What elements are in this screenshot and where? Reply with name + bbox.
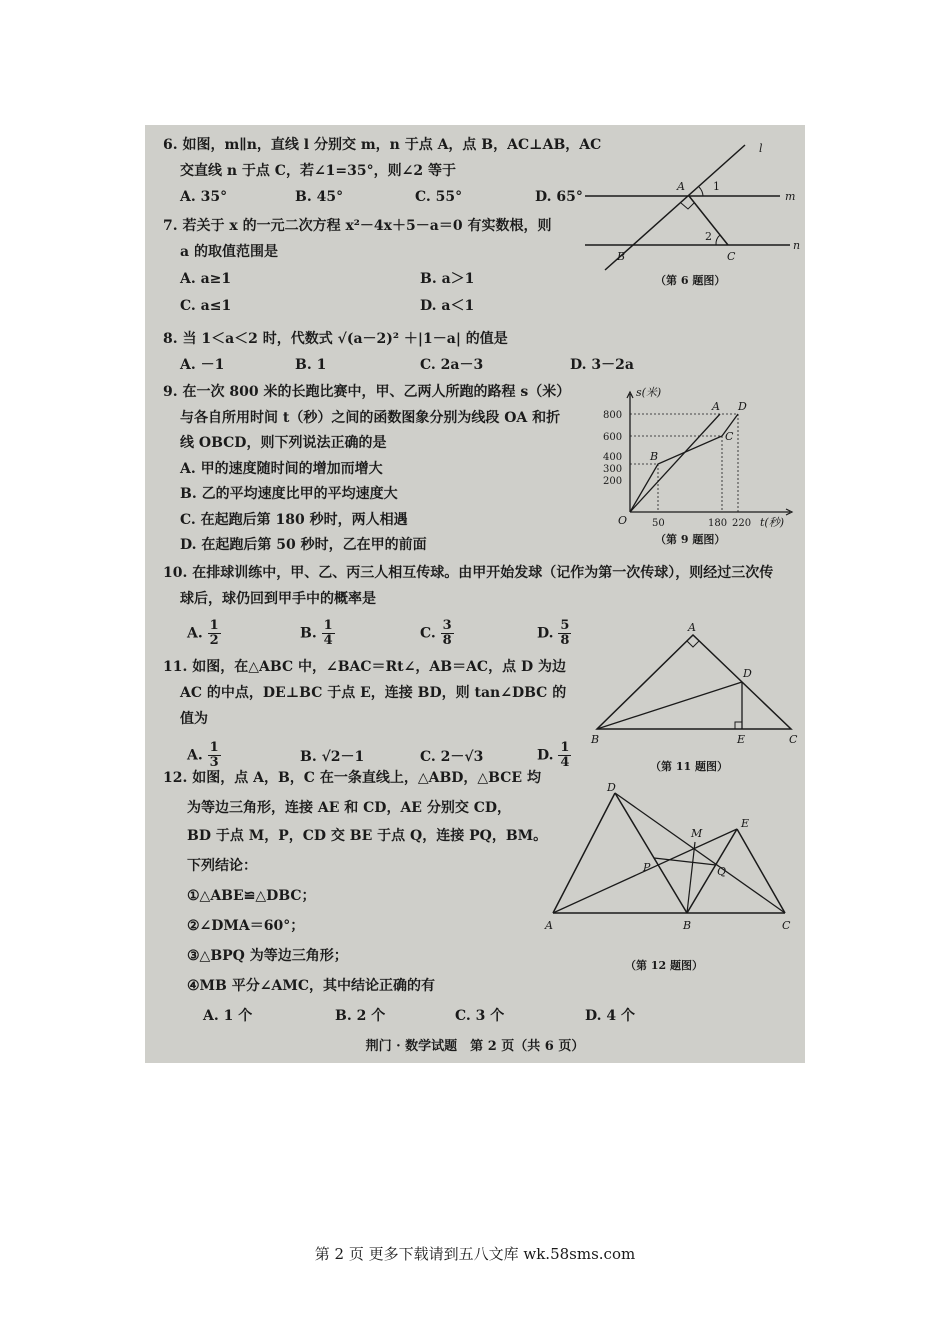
q12-label-a: A <box>545 919 553 932</box>
q7-option-d: D. a＜1 <box>420 298 475 314</box>
q12-line4: 下列结论： <box>187 858 257 874</box>
q6-option-b: B. 45° <box>295 189 344 205</box>
q7-option-a: A. a≥1 <box>180 271 232 287</box>
q6-line2: 交直线 n 于点 C，若∠1=35°，则∠2 等于 <box>180 163 456 179</box>
q6-option-d: D. 65° <box>535 189 583 205</box>
q8-option-c: C. 2a－3 <box>420 357 484 373</box>
q9-line2: 与各自所用时间 t（秒）之间的函数图象分别为线段 OA 和折 <box>180 410 561 426</box>
page-footer: 第 2 页 更多下载请到五八文库 wk.58sms.com <box>314 1245 636 1263</box>
q7-line2: a 的取值范围是 <box>180 244 278 260</box>
q6-figure <box>585 140 800 270</box>
q9-label-o: O <box>618 514 628 527</box>
q12-line1: 12. 如图，点 A，B，C 在一条直线上，△ABD，△BCE 均 <box>163 770 541 786</box>
q10-option-d: D. $\frac{5}{8}$ <box>537 618 570 648</box>
q6-option-a: A. 35° <box>180 189 228 205</box>
q12-figure <box>545 781 795 935</box>
q9-label-a: A <box>712 400 720 413</box>
q6-label-c: C <box>727 250 736 263</box>
q11-option-a: A. $\frac{1}{3}$ <box>187 740 219 770</box>
q11-figure <box>591 621 800 750</box>
q6-label-l: l <box>759 142 763 155</box>
q6-label-b: B <box>617 250 626 263</box>
q9-option-d: D. 在起跑后第 50 秒时，乙在甲的前面 <box>180 537 427 553</box>
q9-label-d: D <box>738 400 747 413</box>
q7-line1: 7. 若关于 x 的一元二次方程 x²－4x＋5－a＝0 有实数根，则 <box>163 218 552 234</box>
q12-option-d: D. 4 个 <box>585 1008 636 1024</box>
q12-label-d: D <box>607 781 616 794</box>
q12-option-a: A. 1 个 <box>203 1008 253 1024</box>
q9-ytick-800: 800 <box>603 410 623 421</box>
q11-line3: 值为 <box>180 711 208 727</box>
q12-label-c: C <box>782 919 791 932</box>
q12-label-m: M <box>691 827 703 840</box>
q9-caption: （第 9 题图） <box>655 533 726 546</box>
q9-ytick-400: 400 <box>603 452 623 463</box>
q11-line2: AC 的中点，DE⊥BC 于点 E，连接 BD，则 tan∠DBC 的 <box>180 685 567 701</box>
q12-caption: （第 12 题图） <box>625 959 703 972</box>
scanned-exam-page <box>145 125 805 1063</box>
q12-label-p: P <box>643 861 651 874</box>
q11-option-c: C. 2－√3 <box>420 749 484 765</box>
q11-option-d: D. $\frac{1}{4}$ <box>537 740 570 770</box>
q6-option-c: C. 55° <box>415 189 463 205</box>
q7-option-b: B. a＞1 <box>420 271 475 287</box>
q6-caption: （第 6 题图） <box>655 274 726 287</box>
q9-line3: 线 OBCD，则下列说法正确的是 <box>180 435 387 451</box>
q6-label-a: A <box>677 180 685 193</box>
q10-option-a: A. $\frac{1}{2}$ <box>187 618 219 648</box>
q10-option-c: C. $\frac{3}{8}$ <box>420 618 452 648</box>
q10-option-b: B. $\frac{1}{4}$ <box>300 618 333 648</box>
q11-label-d: D <box>743 667 752 680</box>
q9-xtick-50: 50 <box>652 518 665 529</box>
q6-line1: 6. 如图，m∥n，直线 l 分别交 m，n 于点 A，点 B，AC⊥AB，AC <box>163 137 602 153</box>
q9-ytick-200: 200 <box>603 476 623 487</box>
q11-option-b: B. √2－1 <box>300 749 365 765</box>
scan-page-footer: 荆门 · 数学试题 第 2 页（共 6 页） <box>365 1039 585 1054</box>
q6-label-n: n <box>793 239 801 252</box>
q6-label-m: m <box>785 190 796 203</box>
q11-line1: 11. 如图，在△ABC 中，∠BAC＝Rt∠，AB＝AC，点 D 为边 <box>163 659 566 675</box>
q12-conclusion-2: ②∠DMA＝60°； <box>187 918 305 934</box>
q8-line1: 8. 当 1＜a＜2 时，代数式 √(a－2)² ＋|1－a| 的值是 <box>163 331 508 347</box>
q12-conclusion-4: ④MB 平分∠AMC，其中结论正确的有 <box>187 978 435 994</box>
q6-label-angle2: 2 <box>705 230 712 243</box>
q9-option-a: A. 甲的速度随时间的增加而增大 <box>180 461 383 477</box>
q11-label-e: E <box>737 733 746 746</box>
q12-label-b: B <box>683 919 692 932</box>
q11-label-c: C <box>789 733 798 746</box>
q12-option-b: B. 2 个 <box>335 1008 386 1024</box>
q9-label-c: C <box>725 430 734 443</box>
q11-label-b: B <box>591 733 600 746</box>
q10-line1: 10. 在排球训练中，甲、乙、丙三人相互传球。由甲开始发球（记作为第一次传球），则经过三次传 <box>163 565 774 581</box>
q9-xtick-180: 180 <box>708 518 728 529</box>
q6-label-angle1: 1 <box>713 180 720 193</box>
q11-caption: （第 11 题图） <box>650 760 728 773</box>
q9-option-c: C. 在起跑后第 180 秒时，两人相遇 <box>180 512 408 528</box>
q12-label-q: Q <box>717 865 727 878</box>
q12-label-e: E <box>741 817 750 830</box>
q9-ytick-300: 300 <box>603 464 623 475</box>
q7-option-c: C. a≤1 <box>180 298 232 314</box>
q12-conclusion-3: ③△BPQ 为等边三角形； <box>187 948 348 964</box>
q9-graph <box>600 386 795 530</box>
q12-conclusion-1: ①△ABE≌△DBC； <box>187 888 316 904</box>
q9-option-b: B. 乙的平均速度比甲的平均速度大 <box>180 486 398 502</box>
q10-line2: 球后，球仍回到甲手中的概率是 <box>180 591 376 607</box>
q12-line3: BD 于点 M，P，CD 交 BE 于点 Q，连接 PQ，BM。 <box>187 828 548 844</box>
q8-option-a: A. －1 <box>180 357 225 373</box>
q9-xlabel: t(秒) <box>760 516 785 529</box>
q9-ytick-600: 600 <box>603 432 623 443</box>
q9-label-b: B <box>650 450 659 463</box>
q9-line1: 9. 在一次 800 米的长跑比赛中，甲、乙两人所跑的路程 s（米） <box>163 384 571 400</box>
q9-xtick-220: 220 <box>732 518 752 529</box>
q12-option-c: C. 3 个 <box>455 1008 505 1024</box>
q11-label-a: A <box>688 621 696 634</box>
q9-ylabel: s(米) <box>636 386 662 399</box>
q8-option-d: D. 3－2a <box>570 357 634 373</box>
q12-line2: 为等边三角形，连接 AE 和 CD，AE 分别交 CD， <box>187 800 512 816</box>
q8-option-b: B. 1 <box>295 357 327 373</box>
